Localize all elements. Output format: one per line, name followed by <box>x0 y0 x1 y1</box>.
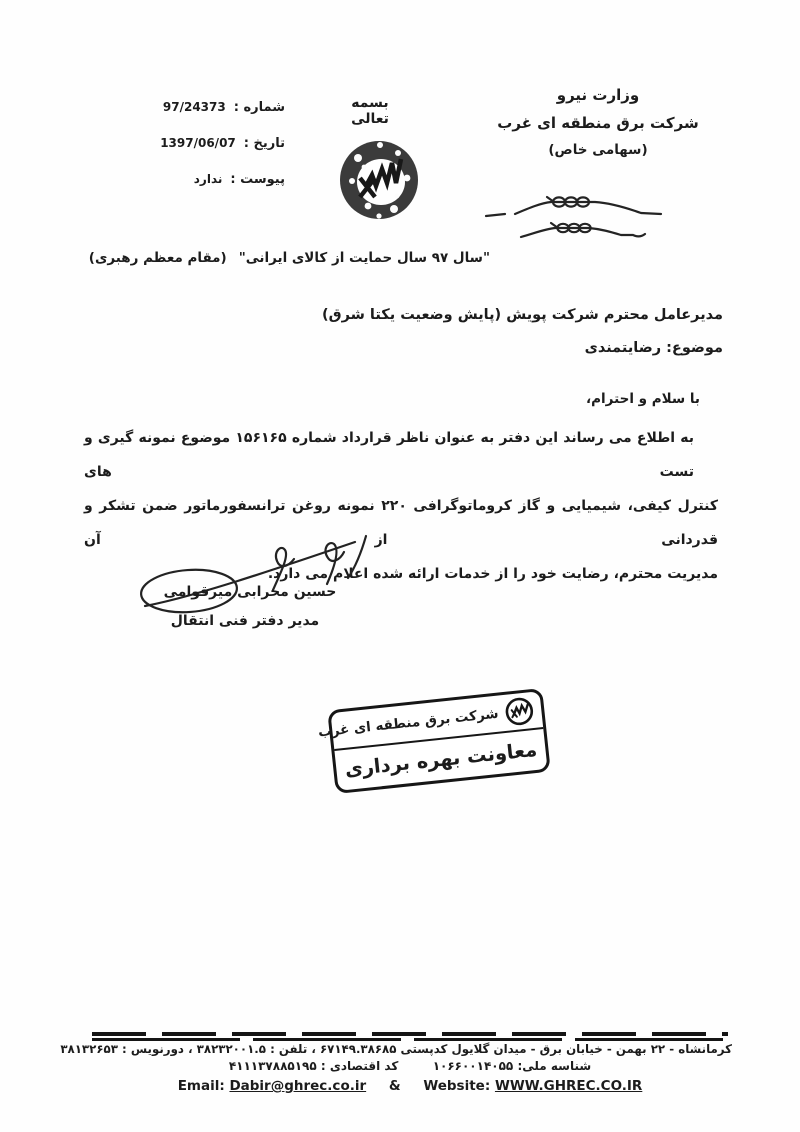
slogan-attribution: (مقام معظم رهبری) <box>88 250 227 266</box>
letter-attachment-value: ندارد <box>193 172 223 186</box>
website-value: WWW.GHREC.CO.IR <box>494 1078 643 1094</box>
subject-line: موضوع: رضایتمندی <box>584 340 723 356</box>
email-value: Dabir@ghrec.co.ir <box>229 1078 367 1094</box>
approval-stamp <box>317 688 551 794</box>
body-line-2: کنترل کیفی، شیمیایی و گاز کروماتوگرافی ۲۲۰ نمونه روغن ترانسفورماتور ضمن تشکر و قدردانی از آن <box>84 498 718 548</box>
handwritten-flourish-icon <box>483 193 688 248</box>
org-header <box>477 88 719 158</box>
letterhead-meta <box>150 100 285 208</box>
signatory-name: حسین محرابی میرقوامی <box>163 584 337 600</box>
footer-address: کرمانشاه - ۲۲ بهمن - خیابان برق - میدان گلایول کدپستی ۶۷۱۴۹.۳۸۶۸۵ ، تلفن : ۳۸۲۳۲۰۰۱.۵ ، دورنویس : ۳۸۱۳۲۶۵۳ <box>60 1042 732 1056</box>
footer-rule-top <box>92 1032 728 1036</box>
footer-rule-bottom <box>92 1038 728 1041</box>
recipient-block <box>322 299 723 365</box>
stamp-department: معاونت بهره برداری <box>343 737 539 781</box>
website-label: Website: <box>423 1078 491 1094</box>
slogan-line <box>88 250 490 266</box>
recipient-line: مدیرعامل محترم شرکت پویش (پایش وضعیت یکتا شرق) <box>321 307 723 323</box>
slogan-quote: "سال ۹۷ سال حمایت از کالای ایرانی" <box>238 250 490 266</box>
national-id-value: ۱۰۶۶۰۰۱۴۰۵۵ <box>432 1059 514 1073</box>
national-id-label: شناسه ملی: <box>517 1059 592 1073</box>
ampersand: & <box>388 1078 401 1094</box>
economic-code-value: ۴۱۱۱۳۷۸۸۵۱۹۵ <box>228 1059 317 1073</box>
stamp-logo-icon <box>503 695 536 728</box>
letter-number-row <box>150 100 285 115</box>
footer-contact-line <box>88 1078 732 1094</box>
salutation: با سلام و احترام، <box>586 391 700 407</box>
company-type: (سهامی خاص) <box>548 142 648 158</box>
footer-ids-line <box>88 1059 732 1073</box>
letter-attachment-label: پیوست : <box>230 172 285 187</box>
ministry-name: وزارت نیرو <box>556 86 640 104</box>
email-label: Email: <box>177 1078 225 1094</box>
company-name: شرکت برق منطقه ای غرب <box>497 114 699 132</box>
company-logo-icon <box>338 134 420 224</box>
letter-date-label: تاریخ : <box>243 136 285 151</box>
letter-date-value: 1397/06/07 <box>160 136 236 150</box>
signatory-title: مدیر دفتر فنی انتقال <box>170 613 320 629</box>
body-line-3: مدیریت محترم، رضایت خود را از خدمات ارائه شده اعلام می دارد. <box>267 566 718 582</box>
letter-date-row <box>150 136 285 151</box>
letter-number-label: شماره : <box>233 100 285 115</box>
body-line-1: به اطلاع می رساند این دفتر به عنوان ناظر قرارداد شماره ۱۵۶۱۶۵ موضوع نمونه گیری و تست های <box>84 430 695 480</box>
letter-attachment-row <box>150 172 285 187</box>
stamp-company-name: شرکت برق منطقه ای غرب <box>317 705 500 741</box>
bismillah-text: بسمه تعالی <box>351 95 389 127</box>
economic-code-label: کد اقتصادی : <box>320 1059 399 1073</box>
letter-number-value: 97/24373 <box>162 100 226 114</box>
